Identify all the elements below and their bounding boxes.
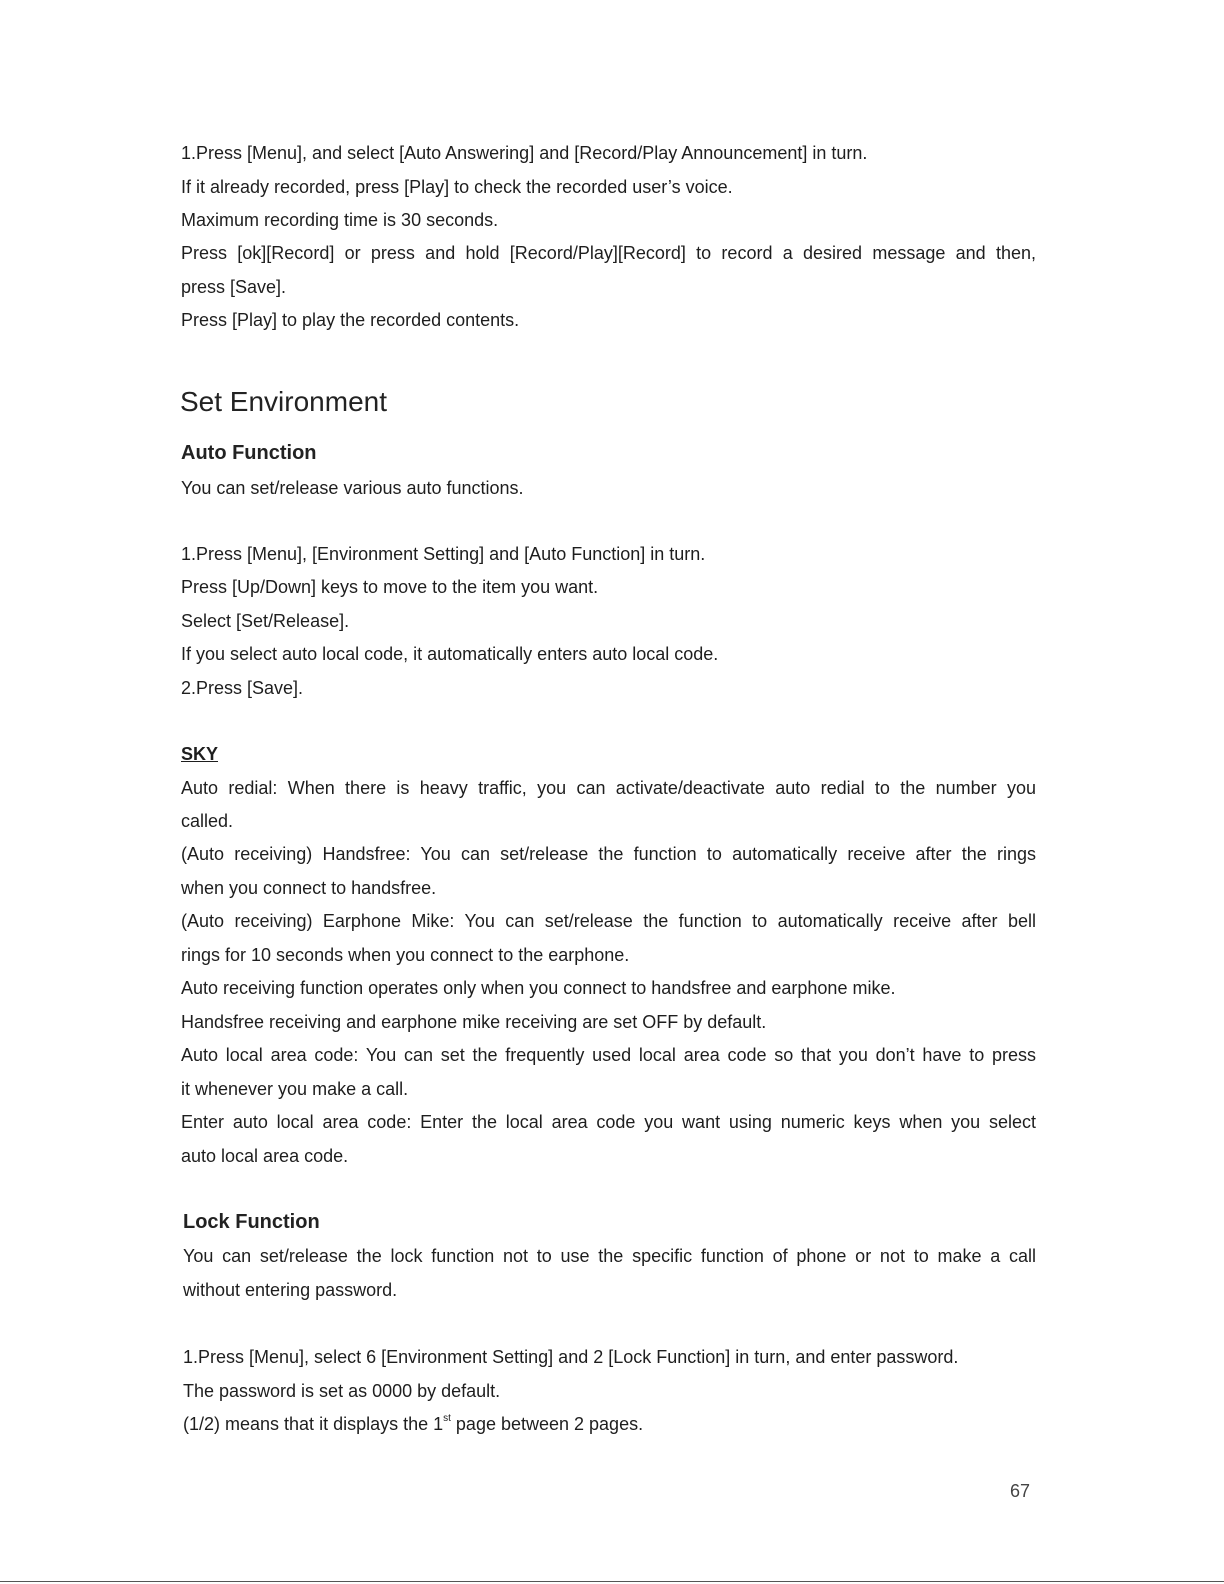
auto-function-step-5: 2.Press [Save]. xyxy=(181,678,304,698)
section-title: Set Environment xyxy=(180,386,387,417)
lock-function-heading: Lock Function xyxy=(183,1211,320,1233)
sky-line-8: Handsfree receiving and earphone mike receiving are set OFF by default. xyxy=(181,1012,767,1032)
sky-line-9: Auto local area code: You can set the frequently used local area code so that you don’t have to press xyxy=(181,1045,1036,1065)
ordinal-superscript: st xyxy=(443,1413,451,1424)
auto-function-step-2: Press [Up/Down] keys to move to the item you want. xyxy=(181,577,599,597)
sky-line-5: (Auto receiving) Earphone Mike: You can set/release the function to automatically receive after bell xyxy=(181,911,1036,931)
auto-function-desc: You can set/release various auto functions. xyxy=(181,478,524,498)
sky-line-4: when you connect to handsfree. xyxy=(181,878,437,898)
intro-line-5: press [Save]. xyxy=(181,277,287,297)
sky-line-12: auto local area code. xyxy=(181,1146,349,1166)
auto-function-step-4: If you select auto local code, it automatically enters auto local code. xyxy=(181,644,719,664)
lock-function-line-5-post: page between 2 pages. xyxy=(450,1414,644,1434)
lock-function-line-4: The password is set as 0000 by default. xyxy=(183,1381,501,1401)
sky-line-10: it whenever you make a call. xyxy=(181,1079,409,1099)
lock-function-line-3: 1.Press [Menu], select 6 [Environment Setting] and 2 [Lock Function] in turn, and enter password. xyxy=(183,1347,959,1367)
bottom-border xyxy=(0,1581,1224,1582)
auto-function-step-1: 1.Press [Menu], [Environment Setting] and [Auto Function] in turn. xyxy=(181,544,706,564)
sky-line-6: rings for 10 seconds when you connect to the earphone. xyxy=(181,945,630,965)
sky-line-2: called. xyxy=(181,811,234,831)
sky-heading: SKY xyxy=(181,744,219,764)
intro-line-3: Maximum recording time is 30 seconds. xyxy=(181,210,499,230)
lock-function-line-5 xyxy=(183,1413,643,1435)
intro-line-1: 1.Press [Menu], and select [Auto Answering] and [Record/Play Announcement] in turn. xyxy=(181,143,868,163)
sky-line-7: Auto receiving function operates only when you connect to handsfree and earphone mike. xyxy=(181,978,896,998)
intro-line-6: Press [Play] to play the recorded contents. xyxy=(181,310,520,330)
lock-function-line-2: without entering password. xyxy=(183,1280,398,1300)
lock-function-line-1: You can set/release the lock function not to use the specific function of phone or not to make a call xyxy=(183,1246,1036,1266)
sky-line-3: (Auto receiving) Handsfree: You can set/release the function to automatically receive after the rings xyxy=(181,844,1036,864)
auto-function-heading: Auto Function xyxy=(181,442,317,464)
lock-function-line-5-pre: (1/2) means that it displays the 1 xyxy=(183,1414,444,1434)
intro-line-4: Press [ok][Record] or press and hold [Record/Play][Record] to record a desired message and then, xyxy=(181,243,1036,263)
page-number: 67 xyxy=(1010,1481,1031,1501)
sky-line-1: Auto redial: When there is heavy traffic, you can activate/deactivate auto redial to the number you xyxy=(181,778,1036,798)
auto-function-step-3: Select [Set/Release]. xyxy=(181,611,350,631)
intro-line-2: If it already recorded, press [Play] to check the recorded user’s voice. xyxy=(181,177,733,197)
sky-line-11: Enter auto local area code: Enter the local area code you want using numeric keys when you select xyxy=(181,1112,1036,1132)
